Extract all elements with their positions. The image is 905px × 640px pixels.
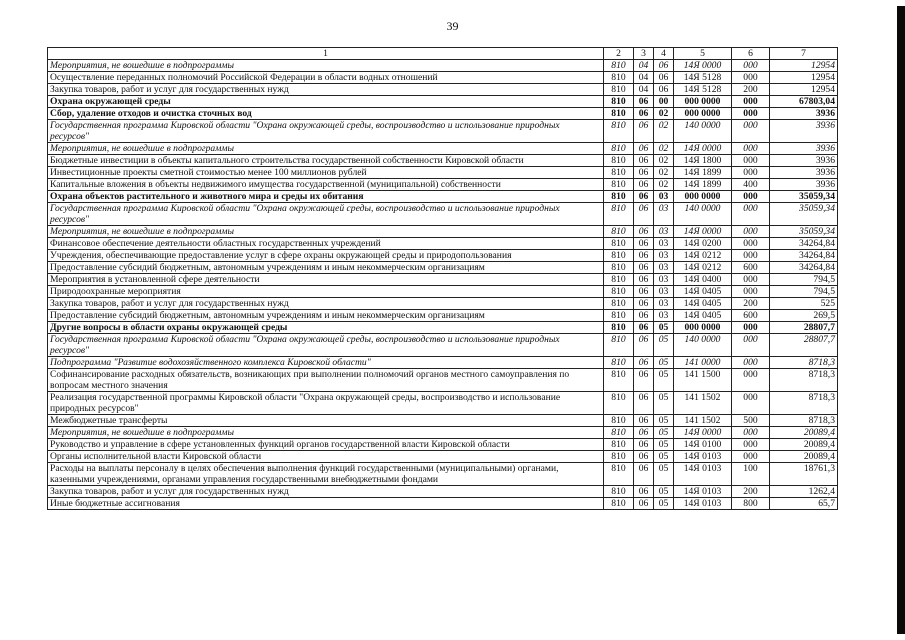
row-name: Межбюджетные трансферты bbox=[48, 415, 604, 427]
row-name: Бюджетные инвестиции в объекты капитального строительства государственной собственности Кировской области bbox=[48, 155, 604, 167]
table-row bbox=[48, 298, 838, 310]
row-name: Государственная программа Кировской области "Охрана окружающей среды, воспроизводство и использование природных ресурсов" bbox=[48, 203, 604, 226]
table-row bbox=[48, 143, 838, 155]
row-subsection-code: 02 bbox=[654, 167, 674, 179]
row-name: Мероприятия, не вошедшие в подпрограммы bbox=[48, 226, 604, 238]
row-target-code: 14Я 0000 bbox=[674, 226, 732, 238]
row-subsection-code: 03 bbox=[654, 286, 674, 298]
row-amount: 1262,4 bbox=[770, 486, 838, 498]
col-header-name: 1 bbox=[48, 48, 604, 60]
header-row bbox=[48, 48, 838, 60]
row-name: Иные бюджетные ассигнования bbox=[48, 498, 604, 510]
row-target-code: 14Я 0000 bbox=[674, 143, 732, 155]
row-amount: 67803,04 bbox=[770, 96, 838, 108]
row-ministry-code: 810 bbox=[604, 298, 634, 310]
budget-table bbox=[47, 47, 838, 510]
row-type-code: 400 bbox=[732, 179, 770, 191]
row-type-code: 000 bbox=[732, 274, 770, 286]
row-amount: 28807,7 bbox=[770, 322, 838, 334]
row-target-code: 141 0000 bbox=[674, 357, 732, 369]
row-section-code: 06 bbox=[634, 392, 654, 415]
row-section-code: 06 bbox=[634, 96, 654, 108]
row-ministry-code: 810 bbox=[604, 143, 634, 155]
row-target-code: 14Я 1899 bbox=[674, 167, 732, 179]
row-amount: 12954 bbox=[770, 84, 838, 96]
row-type-code: 000 bbox=[732, 226, 770, 238]
row-target-code: 14Я 0400 bbox=[674, 274, 732, 286]
row-amount: 35059,34 bbox=[770, 191, 838, 203]
row-subsection-code: 05 bbox=[654, 439, 674, 451]
row-subsection-code: 02 bbox=[654, 155, 674, 167]
table-row bbox=[48, 96, 838, 108]
row-name: Охрана окружающей среды bbox=[48, 96, 604, 108]
row-subsection-code: 06 bbox=[654, 60, 674, 72]
row-section-code: 06 bbox=[634, 451, 654, 463]
row-ministry-code: 810 bbox=[604, 451, 634, 463]
row-amount: 3936 bbox=[770, 120, 838, 143]
row-section-code: 06 bbox=[634, 274, 654, 286]
row-target-code: 14Я 5128 bbox=[674, 72, 732, 84]
row-subsection-code: 05 bbox=[654, 498, 674, 510]
row-type-code: 600 bbox=[732, 310, 770, 322]
table-row bbox=[48, 334, 838, 357]
row-name: Предоставление субсидий бюджетным, автономным учреждениям и иным некоммерческим организациям bbox=[48, 262, 604, 274]
row-amount: 20089,4 bbox=[770, 427, 838, 439]
row-name: Инвестиционные проекты сметной стоимостью менее 100 миллионов рублей bbox=[48, 167, 604, 179]
row-section-code: 06 bbox=[634, 155, 654, 167]
row-section-code: 04 bbox=[634, 60, 654, 72]
row-ministry-code: 810 bbox=[604, 60, 634, 72]
row-amount: 525 bbox=[770, 298, 838, 310]
row-name: Реализация государственной программы Кировской области "Охрана окружающей среды, воспроизводство и использование природных ресурсов" bbox=[48, 392, 604, 415]
row-section-code: 06 bbox=[634, 262, 654, 274]
row-name: Предоставление субсидий бюджетным, автономным учреждениям и иным некоммерческим организациям bbox=[48, 310, 604, 322]
row-section-code: 06 bbox=[634, 498, 654, 510]
row-subsection-code: 05 bbox=[654, 451, 674, 463]
row-name: Мероприятия, не вошедшие в подпрограммы bbox=[48, 143, 604, 155]
row-subsection-code: 02 bbox=[654, 179, 674, 191]
row-type-code: 000 bbox=[732, 439, 770, 451]
row-name: Софинансирование расходных обязательств, возникающих при выполнении полномочий органов местного самоуправления по вопросам местного значения bbox=[48, 369, 604, 392]
row-name: Природоохранные мероприятия bbox=[48, 286, 604, 298]
scan-edge-bar bbox=[897, 6, 905, 634]
row-name: Расходы на выплаты персоналу в целях обеспечения выполнения функций государственными (муниципальными) органами, казенными учреждениями, органами управления государственными внебюджетными фондами bbox=[48, 463, 604, 486]
table-row bbox=[48, 498, 838, 510]
row-amount: 35059,34 bbox=[770, 203, 838, 226]
row-name: Закупка товаров, работ и услуг для государственных нужд bbox=[48, 486, 604, 498]
row-amount: 65,7 bbox=[770, 498, 838, 510]
table-row bbox=[48, 226, 838, 238]
row-ministry-code: 810 bbox=[604, 274, 634, 286]
row-target-code: 14Я 0103 bbox=[674, 498, 732, 510]
row-target-code: 14Я 1800 bbox=[674, 155, 732, 167]
row-amount: 34264,84 bbox=[770, 262, 838, 274]
row-target-code: 141 1502 bbox=[674, 415, 732, 427]
row-type-code: 200 bbox=[732, 84, 770, 96]
row-amount: 269,5 bbox=[770, 310, 838, 322]
row-target-code: 141 1502 bbox=[674, 392, 732, 415]
col-header-subsection: 4 bbox=[654, 48, 674, 60]
table-row bbox=[48, 392, 838, 415]
row-section-code: 06 bbox=[634, 108, 654, 120]
table-row bbox=[48, 427, 838, 439]
row-section-code: 06 bbox=[634, 486, 654, 498]
row-ministry-code: 810 bbox=[604, 155, 634, 167]
table-row bbox=[48, 60, 838, 72]
row-ministry-code: 810 bbox=[604, 250, 634, 262]
table-row bbox=[48, 451, 838, 463]
row-subsection-code: 05 bbox=[654, 486, 674, 498]
row-name: Охрана объектов растительного и животного мира и среды их обитания bbox=[48, 191, 604, 203]
row-subsection-code: 03 bbox=[654, 226, 674, 238]
row-subsection-code: 03 bbox=[654, 298, 674, 310]
col-header-ministry: 2 bbox=[604, 48, 634, 60]
row-target-code: 140 0000 bbox=[674, 334, 732, 357]
row-type-code: 000 bbox=[732, 167, 770, 179]
row-name: Другие вопросы в области охраны окружающей среды bbox=[48, 322, 604, 334]
row-type-code: 600 bbox=[732, 262, 770, 274]
row-name: Финансовое обеспечение деятельности областных государственных учреждений bbox=[48, 238, 604, 250]
row-section-code: 06 bbox=[634, 463, 654, 486]
row-section-code: 04 bbox=[634, 84, 654, 96]
row-amount: 28807,7 bbox=[770, 334, 838, 357]
row-section-code: 06 bbox=[634, 250, 654, 262]
row-name: Осуществление переданных полномочий Российской Федерации в области водных отношений bbox=[48, 72, 604, 84]
row-target-code: 14Я 0405 bbox=[674, 310, 732, 322]
table-row bbox=[48, 286, 838, 298]
row-target-code: 000 0000 bbox=[674, 96, 732, 108]
row-ministry-code: 810 bbox=[604, 486, 634, 498]
row-target-code: 14Я 0200 bbox=[674, 238, 732, 250]
row-section-code: 06 bbox=[634, 191, 654, 203]
table-row bbox=[48, 179, 838, 191]
row-type-code: 000 bbox=[732, 155, 770, 167]
row-ministry-code: 810 bbox=[604, 203, 634, 226]
col-header-amount: 7 bbox=[770, 48, 838, 60]
row-section-code: 06 bbox=[634, 310, 654, 322]
row-type-code: 500 bbox=[732, 415, 770, 427]
row-section-code: 06 bbox=[634, 286, 654, 298]
row-amount: 3936 bbox=[770, 179, 838, 191]
row-section-code: 06 bbox=[634, 427, 654, 439]
row-name: Мероприятия в установленной сфере деятельности bbox=[48, 274, 604, 286]
row-name: Руководство и управление в сфере установленных функций органов государственной власти Кировской области bbox=[48, 439, 604, 451]
row-subsection-code: 03 bbox=[654, 262, 674, 274]
row-amount: 20089,4 bbox=[770, 451, 838, 463]
row-name: Капитальные вложения в объекты недвижимого имущества государственной (муниципальной) собственности bbox=[48, 179, 604, 191]
row-ministry-code: 810 bbox=[604, 310, 634, 322]
row-type-code: 800 bbox=[732, 498, 770, 510]
row-section-code: 06 bbox=[634, 298, 654, 310]
row-ministry-code: 810 bbox=[604, 191, 634, 203]
row-subsection-code: 06 bbox=[654, 72, 674, 84]
row-target-code: 14Я 0000 bbox=[674, 60, 732, 72]
row-name: Подпрограмма "Развитие водохозяйственного комплекса Кировской области" bbox=[48, 357, 604, 369]
row-section-code: 06 bbox=[634, 322, 654, 334]
row-type-code: 000 bbox=[732, 357, 770, 369]
row-subsection-code: 05 bbox=[654, 369, 674, 392]
row-name: Государственная программа Кировской области "Охрана окружающей среды, воспроизводство и использование природных ресурсов" bbox=[48, 120, 604, 143]
row-amount: 3936 bbox=[770, 143, 838, 155]
table-row bbox=[48, 108, 838, 120]
row-subsection-code: 05 bbox=[654, 322, 674, 334]
row-amount: 12954 bbox=[770, 60, 838, 72]
table-row bbox=[48, 463, 838, 486]
row-type-code: 000 bbox=[732, 143, 770, 155]
row-type-code: 000 bbox=[732, 108, 770, 120]
table-row bbox=[48, 322, 838, 334]
row-name: Мероприятия, не вошедшие в подпрограммы bbox=[48, 60, 604, 72]
row-section-code: 06 bbox=[634, 439, 654, 451]
row-ministry-code: 810 bbox=[604, 286, 634, 298]
col-header-type: 6 bbox=[732, 48, 770, 60]
table-row bbox=[48, 369, 838, 392]
row-amount: 35059,34 bbox=[770, 226, 838, 238]
row-ministry-code: 810 bbox=[604, 262, 634, 274]
row-target-code: 14Я 0103 bbox=[674, 486, 732, 498]
table-row bbox=[48, 357, 838, 369]
row-target-code: 14Я 0103 bbox=[674, 451, 732, 463]
row-target-code: 14Я 0000 bbox=[674, 427, 732, 439]
row-section-code: 06 bbox=[634, 357, 654, 369]
row-ministry-code: 810 bbox=[604, 439, 634, 451]
row-target-code: 000 0000 bbox=[674, 191, 732, 203]
table-row bbox=[48, 238, 838, 250]
row-ministry-code: 810 bbox=[604, 498, 634, 510]
row-subsection-code: 03 bbox=[654, 191, 674, 203]
table-row bbox=[48, 191, 838, 203]
row-amount: 34264,84 bbox=[770, 250, 838, 262]
table-row bbox=[48, 262, 838, 274]
row-ministry-code: 810 bbox=[604, 84, 634, 96]
row-section-code: 06 bbox=[634, 167, 654, 179]
row-subsection-code: 06 bbox=[654, 84, 674, 96]
row-name: Мероприятия, не вошедшие в подпрограммы bbox=[48, 427, 604, 439]
row-target-code: 14Я 0100 bbox=[674, 439, 732, 451]
col-header-section: 3 bbox=[634, 48, 654, 60]
row-subsection-code: 03 bbox=[654, 310, 674, 322]
row-section-code: 06 bbox=[634, 238, 654, 250]
row-subsection-code: 00 bbox=[654, 96, 674, 108]
row-name: Учреждения, обеспечивающие предоставление услуг в сфере охраны окружающей среды и природопользования bbox=[48, 250, 604, 262]
row-ministry-code: 810 bbox=[604, 357, 634, 369]
row-amount: 8718,3 bbox=[770, 357, 838, 369]
row-amount: 8718,3 bbox=[770, 369, 838, 392]
row-type-code: 100 bbox=[732, 463, 770, 486]
table-row bbox=[48, 310, 838, 322]
row-type-code: 000 bbox=[732, 392, 770, 415]
table-row bbox=[48, 84, 838, 96]
row-target-code: 140 0000 bbox=[674, 120, 732, 143]
row-subsection-code: 02 bbox=[654, 108, 674, 120]
row-ministry-code: 810 bbox=[604, 427, 634, 439]
row-subsection-code: 03 bbox=[654, 250, 674, 262]
table-row bbox=[48, 274, 838, 286]
row-target-code: 140 0000 bbox=[674, 203, 732, 226]
row-type-code: 000 bbox=[732, 451, 770, 463]
row-subsection-code: 05 bbox=[654, 463, 674, 486]
row-target-code: 14Я 0405 bbox=[674, 286, 732, 298]
row-subsection-code: 05 bbox=[654, 427, 674, 439]
table-row bbox=[48, 486, 838, 498]
page-number: 39 bbox=[446, 19, 459, 33]
row-name: Сбор, удаление отходов и очистка сточных вод bbox=[48, 108, 604, 120]
row-target-code: 000 0000 bbox=[674, 108, 732, 120]
row-amount: 3936 bbox=[770, 155, 838, 167]
table-row bbox=[48, 439, 838, 451]
row-type-code: 000 bbox=[732, 203, 770, 226]
row-ministry-code: 810 bbox=[604, 392, 634, 415]
row-type-code: 000 bbox=[732, 238, 770, 250]
table-row bbox=[48, 167, 838, 179]
row-name: Органы исполнительной власти Кировской области bbox=[48, 451, 604, 463]
row-ministry-code: 810 bbox=[604, 415, 634, 427]
row-amount: 8718,3 bbox=[770, 392, 838, 415]
row-target-code: 141 1500 bbox=[674, 369, 732, 392]
row-ministry-code: 810 bbox=[604, 369, 634, 392]
row-name: Закупка товаров, работ и услуг для государственных нужд bbox=[48, 84, 604, 96]
row-ministry-code: 810 bbox=[604, 72, 634, 84]
row-ministry-code: 810 bbox=[604, 322, 634, 334]
row-section-code: 06 bbox=[634, 143, 654, 155]
row-type-code: 000 bbox=[732, 191, 770, 203]
row-name: Закупка товаров, работ и услуг для государственных нужд bbox=[48, 298, 604, 310]
table-row bbox=[48, 120, 838, 143]
row-section-code: 06 bbox=[634, 369, 654, 392]
row-ministry-code: 810 bbox=[604, 226, 634, 238]
row-subsection-code: 02 bbox=[654, 143, 674, 155]
row-section-code: 06 bbox=[634, 179, 654, 191]
row-subsection-code: 03 bbox=[654, 238, 674, 250]
row-subsection-code: 05 bbox=[654, 392, 674, 415]
row-type-code: 000 bbox=[732, 60, 770, 72]
table-row bbox=[48, 250, 838, 262]
row-section-code: 06 bbox=[634, 226, 654, 238]
row-name: Государственная программа Кировской области "Охрана окружающей среды, воспроизводство и использование природных ресурсов" bbox=[48, 334, 604, 357]
row-target-code: 14Я 1899 bbox=[674, 179, 732, 191]
table-row bbox=[48, 155, 838, 167]
row-type-code: 000 bbox=[732, 369, 770, 392]
row-target-code: 14Я 0103 bbox=[674, 463, 732, 486]
table-row bbox=[48, 203, 838, 226]
row-amount: 34264,84 bbox=[770, 238, 838, 250]
row-amount: 794,5 bbox=[770, 286, 838, 298]
row-section-code: 06 bbox=[634, 415, 654, 427]
row-amount: 3936 bbox=[770, 108, 838, 120]
row-subsection-code: 05 bbox=[654, 334, 674, 357]
table-body bbox=[48, 60, 838, 510]
row-ministry-code: 810 bbox=[604, 167, 634, 179]
row-type-code: 200 bbox=[732, 486, 770, 498]
row-ministry-code: 810 bbox=[604, 238, 634, 250]
row-subsection-code: 05 bbox=[654, 357, 674, 369]
row-type-code: 000 bbox=[732, 334, 770, 357]
row-ministry-code: 810 bbox=[604, 108, 634, 120]
row-section-code: 06 bbox=[634, 203, 654, 226]
row-subsection-code: 03 bbox=[654, 274, 674, 286]
row-type-code: 000 bbox=[732, 120, 770, 143]
row-amount: 20089,4 bbox=[770, 439, 838, 451]
row-section-code: 06 bbox=[634, 334, 654, 357]
row-type-code: 000 bbox=[732, 96, 770, 108]
col-header-target: 5 bbox=[674, 48, 732, 60]
row-type-code: 000 bbox=[732, 322, 770, 334]
row-target-code: 14Я 0212 bbox=[674, 262, 732, 274]
row-ministry-code: 810 bbox=[604, 334, 634, 357]
row-amount: 794,5 bbox=[770, 274, 838, 286]
row-subsection-code: 05 bbox=[654, 415, 674, 427]
row-type-code: 200 bbox=[732, 298, 770, 310]
row-ministry-code: 810 bbox=[604, 96, 634, 108]
row-target-code: 14Я 0405 bbox=[674, 298, 732, 310]
row-target-code: 14Я 5128 bbox=[674, 84, 732, 96]
row-section-code: 06 bbox=[634, 120, 654, 143]
row-amount: 12954 bbox=[770, 72, 838, 84]
table-row bbox=[48, 415, 838, 427]
row-type-code: 000 bbox=[732, 427, 770, 439]
row-subsection-code: 03 bbox=[654, 203, 674, 226]
row-ministry-code: 810 bbox=[604, 120, 634, 143]
table-row bbox=[48, 72, 838, 84]
row-subsection-code: 02 bbox=[654, 120, 674, 143]
row-amount: 18761,3 bbox=[770, 463, 838, 486]
row-type-code: 000 bbox=[732, 250, 770, 262]
row-section-code: 04 bbox=[634, 72, 654, 84]
row-type-code: 000 bbox=[732, 286, 770, 298]
row-ministry-code: 810 bbox=[604, 463, 634, 486]
row-ministry-code: 810 bbox=[604, 179, 634, 191]
row-type-code: 000 bbox=[732, 72, 770, 84]
row-target-code: 14Я 0212 bbox=[674, 250, 732, 262]
row-amount: 8718,3 bbox=[770, 415, 838, 427]
row-amount: 3936 bbox=[770, 167, 838, 179]
row-target-code: 000 0000 bbox=[674, 322, 732, 334]
